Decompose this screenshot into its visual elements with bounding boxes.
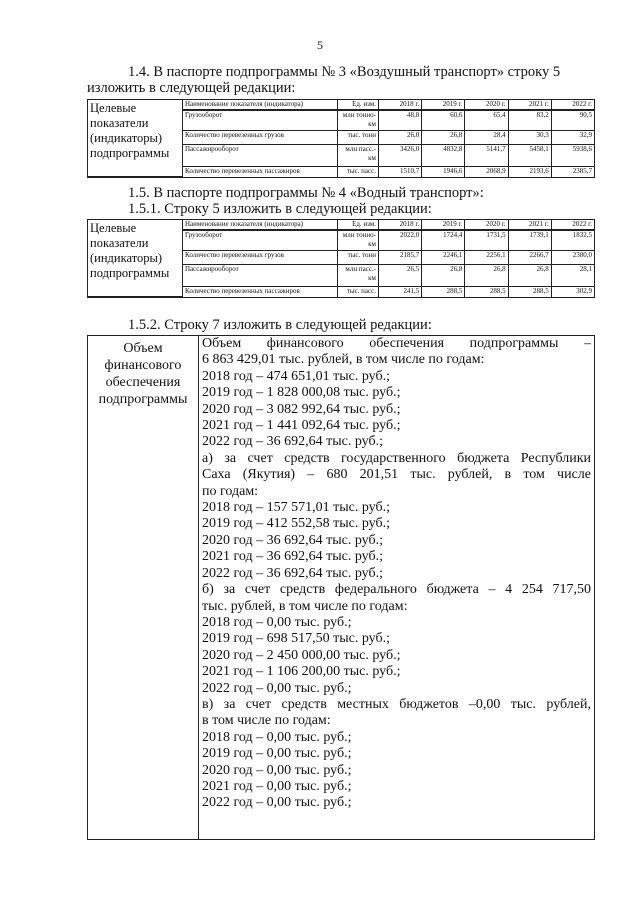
indicator-value: 2246,1	[422, 250, 465, 264]
indicator-unit: тыс. тонн	[338, 250, 379, 264]
financing-details-cell	[199, 336, 595, 840]
indicator-value: 3426,0	[379, 144, 422, 166]
indicator-value: 32,9	[551, 130, 594, 144]
indicator-unit: млн пасс.-км	[338, 144, 379, 166]
indicator-value: 26,8	[422, 130, 465, 144]
water-transport-indicators-table	[87, 219, 595, 298]
indicator-name: Количество перевезенных грузов	[183, 250, 338, 264]
indicator-value: 90,5	[551, 110, 594, 130]
financing-line: 2021 год – 1 106 200,00 тыс. руб.;	[202, 664, 401, 680]
indicator-value: 26,8	[422, 264, 465, 286]
financing-line: 2020 год – 3 082 992,64 тыс. руб.;	[202, 401, 401, 417]
indicator-value: 1731,5	[465, 230, 508, 250]
indicators-label-line: показатели	[90, 116, 149, 130]
financing-line: по годам:	[202, 483, 259, 499]
column-header: 2019 г.	[422, 220, 465, 231]
financing-line: 2019 год – 412 552,58 тыс. руб.;	[202, 516, 390, 532]
section-1-5-1-line: 1.5.1. Строку 5 изложить в следующей редакции:	[128, 201, 432, 217]
indicator-value: 2185,7	[379, 250, 422, 264]
financing-line: 2019 год – 0,00 тыс. руб.;	[202, 746, 352, 762]
indicator-value: 28,4	[465, 130, 508, 144]
indicator-value: 26,8	[465, 264, 508, 286]
indicator-value: 1832,5	[551, 230, 594, 250]
financing-line: в том числе по годам:	[202, 713, 331, 729]
section-1-4-line1: 1.4. В паспорте подпрограммы № 3 «Воздушный транспорт» строку 5	[128, 64, 561, 80]
indicator-value: 28,1	[551, 264, 594, 286]
financing-line: тыс. рублей, в том числе по годам:	[202, 598, 408, 614]
indicator-value: 30,3	[508, 130, 551, 144]
indicators-label-line: подпрограммы	[90, 146, 170, 160]
indicator-value: 83,2	[508, 110, 551, 130]
indicator-value: 1946,6	[422, 166, 465, 177]
indicator-name: Грузооборот	[183, 230, 338, 250]
financing-label-line: обеспечения	[105, 375, 181, 390]
financing-line: 2021 год – 36 692,64 тыс. руб.;	[202, 549, 383, 565]
column-header: 2018 г.	[379, 100, 422, 111]
indicator-name: Количество перевезенных пассажиров	[183, 286, 338, 297]
indicator-value: 5938,6	[551, 144, 594, 166]
indicators-label-line: (индикаторы)	[90, 251, 163, 265]
indicator-unit: млн тонно-км	[338, 110, 379, 130]
indicator-value: 26,0	[379, 130, 422, 144]
indicators-label-line: (индикаторы)	[90, 131, 163, 145]
indicators-label-line: подпрограммы	[90, 266, 170, 280]
column-header: Наименование показателя (индикатора)	[183, 100, 338, 111]
financing-label-line: Объем	[123, 341, 163, 356]
financing-line: 2019 год – 1 828 000,08 тыс. руб.;	[202, 385, 401, 401]
indicator-value: 5141,7	[465, 144, 508, 166]
financing-line: 2021 год – 1 441 092,64 тыс. руб.;	[202, 418, 401, 434]
indicators-label-cell	[88, 220, 183, 298]
financing-line: 2018 год – 474 651,01 тыс. руб.;	[202, 368, 390, 384]
column-header: 2020 г.	[465, 220, 508, 231]
financing-line: 6 863 429,01 тыс. рублей, в том числе по годам:	[202, 352, 485, 368]
financing-label-line: подпрограммы	[98, 392, 188, 407]
financing-line: 2021 год – 0,00 тыс. руб.;	[202, 778, 352, 794]
indicator-value: 48,8	[379, 110, 422, 130]
indicator-value: 5458,1	[508, 144, 551, 166]
financing-table	[87, 335, 595, 840]
section-1-4-line2: изложить в следующей редакции:	[87, 80, 296, 96]
indicator-value: 1724,4	[422, 230, 465, 250]
column-header: 2021 г.	[508, 100, 551, 111]
financing-line: Объем финансового обеспечения подпрограммы –	[202, 336, 591, 351]
indicator-unit: тыс. тонн	[338, 130, 379, 144]
indicator-value: 2193,6	[508, 166, 551, 177]
financing-label-line: финансового	[104, 358, 182, 373]
financing-line: 2018 год – 157 571,01 тыс. руб.;	[202, 500, 390, 516]
financing-line: 2022 год – 36 692,64 тыс. руб.;	[202, 434, 383, 450]
indicator-value: 2380,0	[551, 250, 594, 264]
financing-line: б) за счет средств федерального бюджета – 4 254 717,50	[202, 582, 591, 598]
indicator-name: Грузооборот	[183, 110, 338, 130]
financing-line: 2022 год – 0,00 тыс. руб.;	[202, 795, 352, 811]
indicators-label-line: Целевые	[90, 221, 137, 235]
air-transport-indicators-table	[87, 99, 595, 178]
indicator-name: Пассажирооборот	[183, 144, 338, 166]
indicator-value: 60,6	[422, 110, 465, 130]
column-header: Ед. изм.	[338, 100, 379, 111]
indicator-unit: тыс. пасс.	[338, 166, 379, 177]
indicator-value: 1739,1	[508, 230, 551, 250]
financing-label-cell	[88, 336, 199, 840]
indicator-unit: тыс. пасс.	[338, 286, 379, 297]
indicator-value: 288,5	[465, 286, 508, 297]
indicator-name: Пассажирооборот	[183, 264, 338, 286]
column-header: 2021 г.	[508, 220, 551, 231]
column-header: 2018 г.	[379, 220, 422, 231]
section-1-5-line1: 1.5. В паспорте подпрограммы № 4 «Водный транспорт»:	[128, 185, 484, 201]
page-number: 5	[317, 38, 323, 52]
financing-line: 2019 год – 698 517,50 тыс. руб.;	[202, 631, 390, 647]
indicator-value: 26,5	[379, 264, 422, 286]
indicator-value: 2022,0	[379, 230, 422, 250]
column-header: 2022 г.	[551, 100, 594, 111]
indicator-value: 2266,7	[508, 250, 551, 264]
table-header-row	[88, 100, 595, 111]
financing-line: а) за счет средств государственного бюджета Республики	[202, 450, 591, 466]
financing-line: 2022 год – 0,00 тыс. руб.;	[202, 680, 352, 696]
financing-line: Саха (Якутия) – 680 201,51 тыс. рублей, в том числе	[202, 467, 591, 483]
financing-line: 2020 год – 36 692,64 тыс. руб.;	[202, 532, 383, 548]
indicator-value: 2385,7	[551, 166, 594, 177]
column-header: 2019 г.	[422, 100, 465, 111]
column-header: 2022 г.	[551, 220, 594, 231]
indicator-value: 241,5	[379, 286, 422, 297]
indicators-label-line: Целевые	[90, 101, 137, 115]
indicator-value: 288,5	[422, 286, 465, 297]
column-header: 2020 г.	[465, 100, 508, 111]
section-1-5-2-line: 1.5.2. Строку 7 изложить в следующей редакции:	[128, 317, 432, 333]
indicator-unit: млн тонно-км	[338, 230, 379, 250]
indicator-unit: млн пасс.-км	[338, 264, 379, 286]
indicator-value: 1510,7	[379, 166, 422, 177]
table-header-row	[88, 220, 595, 231]
financing-line: 2022 год – 36 692,64 тыс. руб.;	[202, 565, 383, 581]
indicator-name: Количество перевезенных пассажиров	[183, 166, 338, 177]
indicator-value: 2068,9	[465, 166, 508, 177]
indicator-name: Количество перевезенных грузов	[183, 130, 338, 144]
column-header: Ед. изм.	[338, 220, 379, 231]
financing-line: 2020 год – 0,00 тыс. руб.;	[202, 762, 352, 778]
financing-line: 2020 год – 2 450 000,00 тыс. руб.;	[202, 647, 401, 663]
financing-line: в) за счет средств местных бюджетов –0,00 тыс. рублей,	[202, 696, 591, 712]
column-header: Наименование показателя (индикатора)	[183, 220, 338, 231]
indicator-value: 302,9	[551, 286, 594, 297]
indicator-value: 2256,1	[465, 250, 508, 264]
indicator-value: 65,4	[465, 110, 508, 130]
financing-line: 2018 год – 0,00 тыс. руб.;	[202, 614, 352, 630]
indicators-label-cell	[88, 100, 183, 178]
indicators-label-line: показатели	[90, 236, 149, 250]
indicator-value: 26,8	[508, 264, 551, 286]
indicator-value: 4832,8	[422, 144, 465, 166]
indicator-value: 288,5	[508, 286, 551, 297]
financing-line: 2018 год – 0,00 тыс. руб.;	[202, 729, 352, 745]
